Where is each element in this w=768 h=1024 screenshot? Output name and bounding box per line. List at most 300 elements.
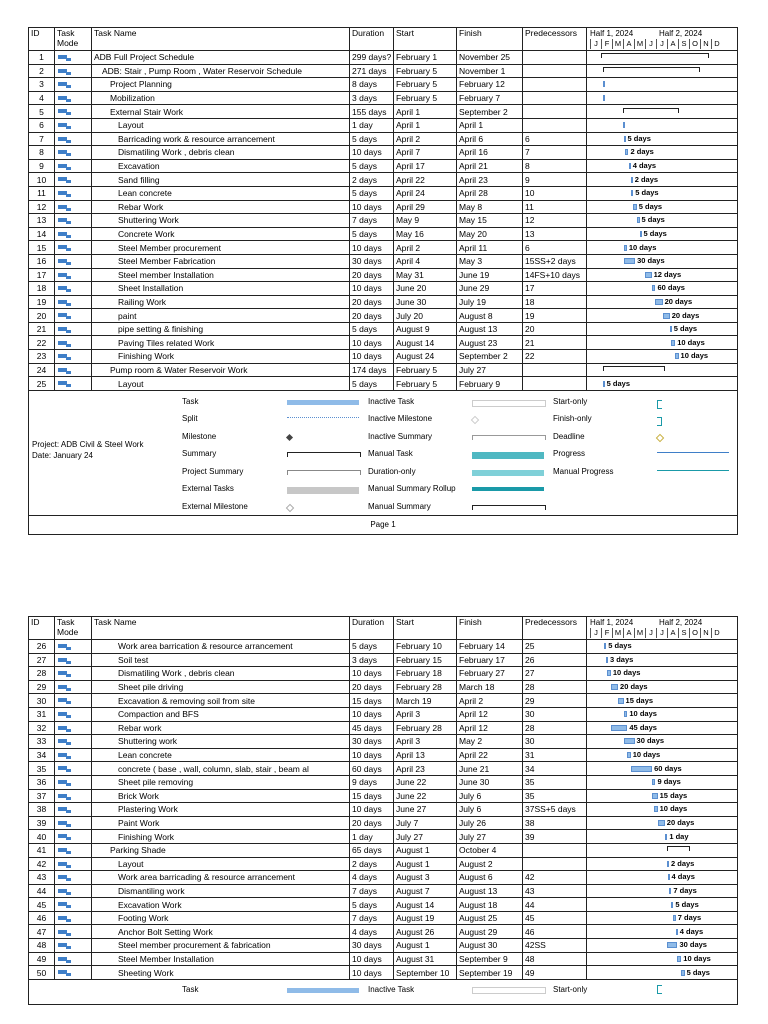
auto-schedule-icon [58,697,72,705]
auto-schedule-icon [58,969,72,977]
table-row[interactable] [29,309,738,323]
task-mode [55,78,92,92]
gantt-bar-label: 9 days [657,777,681,787]
task-id: 12 [29,200,55,214]
gantt-task-bar[interactable] [611,725,628,731]
task-predecessors: 30 [523,735,587,749]
table-row[interactable] [29,694,738,708]
task-finish: April 28 [457,186,523,200]
table-row[interactable] [29,871,738,885]
task-mode [55,295,92,309]
timeline-month: J [656,39,667,49]
gantt-cell [587,911,738,925]
task-finish: February 14 [457,640,523,654]
table-row[interactable] [29,748,738,762]
task-finish: April 23 [457,173,523,187]
table-row[interactable] [29,952,738,966]
task-id: 47 [29,925,55,939]
task-mode [55,322,92,336]
task-mode [55,939,92,953]
gantt-cell [587,336,738,350]
table-row[interactable] [29,775,738,789]
task-start: August 1 [394,939,457,953]
gantt-task-bar[interactable] [603,381,605,387]
auto-schedule-icon [58,367,72,375]
task-finish: August 6 [457,871,523,885]
table-row[interactable] [29,186,738,200]
task-id: 35 [29,762,55,776]
col-header-id: ID [29,617,55,640]
table-row[interactable] [29,680,738,694]
task-predecessors: 48 [523,952,587,966]
gantt-cell [587,721,738,735]
legend-symbol [472,505,546,510]
task-mode [55,640,92,654]
gantt-task-bar[interactable] [681,970,684,976]
gantt-bar-label: 10 days [677,337,705,347]
task-start: February 28 [394,721,457,735]
task-finish: July 6 [457,803,523,817]
gantt-task-bar[interactable] [652,285,656,291]
task-mode [55,816,92,830]
task-name: Lean concrete [92,748,350,762]
gantt-task-bar[interactable] [624,136,626,142]
gantt-task-bar[interactable] [655,299,662,305]
task-finish: August 23 [457,336,523,350]
gantt-task-bar[interactable] [627,752,630,758]
table-header-row [29,28,738,51]
gantt-task-bar[interactable] [633,204,636,210]
project-name: Project: ADB Civil & Steel Work [32,439,144,449]
gantt-task-bar[interactable] [677,956,681,962]
task-duration: 20 days [350,268,394,282]
gantt-cell [587,789,738,803]
gantt-task-bar[interactable] [668,874,670,880]
task-duration: 155 days [350,105,394,119]
table-row[interactable] [29,132,738,146]
task-id: 4 [29,91,55,105]
task-name: Layout [92,857,350,871]
task-duration: 2 days [350,857,394,871]
task-mode [55,159,92,173]
task-duration: 299 days? [350,51,394,65]
timeline-month: A [623,628,634,638]
legend-label: Manual Task [368,449,413,459]
task-mode [55,762,92,776]
timeline-month: O [689,628,700,638]
task-id: 39 [29,816,55,830]
task-start: August 19 [394,911,457,925]
task-start: February 5 [394,64,457,78]
task-finish: April 22 [457,748,523,762]
table-row[interactable] [29,857,738,871]
table-row[interactable] [29,911,738,925]
task-duration: 20 days [350,295,394,309]
auto-schedule-icon [58,231,72,239]
gantt-cell [587,966,738,980]
table-row[interactable] [29,336,738,350]
gantt-cell [587,350,738,364]
task-name: Railing Work [92,295,350,309]
auto-schedule-icon [58,190,72,198]
gantt-summary-bar[interactable] [667,846,690,851]
gantt-task-bar[interactable] [623,122,625,128]
table-row[interactable] [29,159,738,173]
task-name: Steel Member Fabrication [92,254,350,268]
auto-schedule-icon [58,901,72,909]
gantt-task-bar[interactable] [624,738,635,744]
task-predecessors: 31 [523,748,587,762]
gantt-task-bar[interactable] [658,820,665,826]
gantt-bar-label: 10 days [659,804,688,814]
timeline-months [587,628,737,638]
task-mode [55,871,92,885]
gantt-cell [587,105,738,119]
task-duration: 15 days [350,694,394,708]
task-id: 15 [29,241,55,255]
task-id: 37 [29,789,55,803]
task-finish: July 19 [457,295,523,309]
task-predecessors: 6 [523,241,587,255]
table-row[interactable] [29,816,738,830]
table-row[interactable] [29,377,738,391]
task-duration: 5 days [350,186,394,200]
task-start: August 7 [394,884,457,898]
gantt-task-bar[interactable] [671,902,673,908]
table-row[interactable] [29,898,738,912]
task-duration: 30 days [350,939,394,953]
task-name: ADB Full Project Schedule [92,51,350,65]
task-name: Work area barrication & resource arrancement [92,640,350,654]
gantt-bar-label: 2 days [671,858,695,868]
table-row[interactable] [29,925,738,939]
legend-symbol [656,434,664,442]
task-duration: 60 days [350,762,394,776]
task-mode [55,241,92,255]
gantt-task-bar[interactable] [667,861,669,867]
table-row[interactable] [29,667,738,681]
task-finish: June 19 [457,268,523,282]
task-predecessors [523,51,587,65]
timeline-month: A [667,39,678,49]
task-name: Excavation & removing soil from site [92,694,350,708]
task-mode [55,898,92,912]
table-header-row [29,617,738,640]
col-header-finish: Finish [457,28,523,51]
auto-schedule-icon [58,752,72,760]
gantt-task-bar[interactable] [607,670,611,676]
gantt-bar-label: 5 days [641,215,665,225]
gantt-task-bar[interactable] [640,231,642,237]
timeline-month: N [700,39,711,49]
task-predecessors: 8 [523,159,587,173]
task-mode [55,146,92,160]
gantt-task-bar[interactable] [604,643,606,649]
gantt-cell [587,173,738,187]
table-row[interactable] [29,363,738,377]
table-row[interactable] [29,939,738,953]
table-row[interactable] [29,707,738,721]
legend-label: Inactive Task [368,396,415,406]
legend-symbol [472,452,544,459]
gantt-cell [587,214,738,228]
task-name: Sheeting Work [92,966,350,980]
task-predecessors [523,363,587,377]
table-row[interactable] [29,803,738,817]
task-start: April 4 [394,254,457,268]
gantt-task-bar[interactable] [629,163,631,169]
gantt-task-bar[interactable] [645,272,652,278]
table-row[interactable] [29,173,738,187]
gantt-task-bar[interactable] [652,779,655,785]
legend-symbol [472,435,546,440]
gantt-bar-label: 5 days [606,378,630,388]
gantt-task-bar[interactable] [606,657,608,663]
legend-symbol [287,487,359,494]
legend-symbol [472,470,544,476]
table-row[interactable] [29,735,738,749]
auto-schedule-icon [58,340,72,348]
task-start: April 29 [394,200,457,214]
auto-schedule-icon [58,861,72,869]
task-id: 18 [29,282,55,296]
task-predecessors: 38 [523,816,587,830]
gantt-task-bar[interactable] [676,929,678,935]
task-name: Layout [92,377,350,391]
legend-label: Deadline [553,431,585,441]
project-date: Date: January 24 [32,450,93,460]
task-start: April 1 [394,105,457,119]
task-start: April 3 [394,707,457,721]
gantt-task-bar[interactable] [671,340,675,346]
auto-schedule-icon [58,258,72,266]
gantt-task-bar[interactable] [673,915,676,921]
gantt-task-bar[interactable] [625,149,628,155]
table-row[interactable] [29,350,738,364]
table-row[interactable] [29,884,738,898]
task-duration: 5 days [350,132,394,146]
gantt-cell [587,227,738,241]
task-id: 36 [29,775,55,789]
auto-schedule-icon [58,95,72,103]
gantt-bar-label: 10 days [632,750,661,760]
table-row[interactable] [29,105,738,119]
gantt-cell [587,884,738,898]
gantt-summary-bar[interactable] [623,108,679,113]
timeline-month: D [711,628,722,638]
task-finish: February 7 [457,91,523,105]
task-mode [55,214,92,228]
auto-schedule-icon [58,793,72,801]
col-header-name: Task Name [92,617,350,640]
gantt-summary-bar[interactable] [601,53,709,58]
task-start: February 5 [394,377,457,391]
legend-page-2 [28,980,738,1005]
table-row[interactable] [29,653,738,667]
task-name: pipe setting & finishing [92,322,350,336]
task-start: April 13 [394,748,457,762]
task-mode [55,707,92,721]
table-row[interactable] [29,254,738,268]
gantt-cell [587,653,738,667]
task-name: Finishing Work [92,830,350,844]
gantt-task-bar[interactable] [618,698,624,704]
table-row[interactable] [29,268,738,282]
task-finish: November 25 [457,51,523,65]
gantt-bar-label: 15 days [625,695,654,705]
table-row[interactable] [29,227,738,241]
gantt-task-bar[interactable] [624,245,627,251]
task-start: August 14 [394,336,457,350]
task-predecessors: 19 [523,309,587,323]
table-row[interactable] [29,241,738,255]
gantt-cell [587,775,738,789]
gantt-task-bar[interactable] [665,834,667,840]
table-row[interactable] [29,200,738,214]
table-row[interactable] [29,214,738,228]
legend-symbol [286,434,293,441]
gantt-task-bar[interactable] [631,190,633,196]
table-row[interactable] [29,322,738,336]
gantt-task-bar[interactable] [667,942,677,948]
auto-schedule-icon [58,149,72,157]
task-duration: 5 days [350,227,394,241]
gantt-cell [587,132,738,146]
auto-schedule-icon [58,122,72,130]
task-mode [55,105,92,119]
schedule-page-1 [28,27,738,535]
legend-label: Inactive Milestone [368,414,433,424]
table-row[interactable] [29,64,738,78]
table-row[interactable] [29,721,738,735]
table-row[interactable] [29,966,738,980]
auto-schedule-icon [58,738,72,746]
task-name: Brick Work [92,789,350,803]
task-id: 21 [29,322,55,336]
gantt-task-bar[interactable] [663,313,670,319]
gantt-task-bar[interactable] [631,177,633,183]
table-row[interactable] [29,295,738,309]
legend-symbol [657,400,662,409]
auto-schedule-icon [58,108,72,116]
task-duration: 10 days [350,200,394,214]
task-rows-page-1 [29,51,738,391]
task-mode [55,925,92,939]
gantt-bar-label: 20 days [664,296,693,306]
task-name: Layout [92,118,350,132]
gantt-task-bar[interactable] [675,353,678,359]
legend-label: Split [182,414,198,424]
task-predecessors: 20 [523,322,587,336]
gantt-cell [587,51,738,65]
table-row[interactable] [29,118,738,132]
task-mode [55,350,92,364]
auto-schedule-icon [58,657,72,665]
gantt-task-bar[interactable] [624,258,635,264]
auto-schedule-icon [58,163,72,171]
task-duration: 7 days [350,911,394,925]
gantt-task-bar[interactable] [624,711,628,717]
gantt-cell [587,118,738,132]
gantt-task-bar[interactable] [669,888,671,894]
task-predecessors: 45 [523,911,587,925]
col-header-id: ID [29,28,55,51]
task-finish: August 2 [457,857,523,871]
task-name: ADB: Stair , Pump Room , Water Reservoir Schedule [92,64,350,78]
task-predecessors [523,105,587,119]
table-row[interactable] [29,51,738,65]
table-row[interactable] [29,830,738,844]
table-row[interactable] [29,146,738,160]
table-row[interactable] [29,789,738,803]
task-mode [55,173,92,187]
gantt-task-bar[interactable] [603,81,606,87]
task-start: June 20 [394,282,457,296]
timeline-month: S [678,39,689,49]
gantt-cell [587,707,738,721]
task-duration: 10 days [350,282,394,296]
task-duration: 45 days [350,721,394,735]
task-duration: 5 days [350,159,394,173]
legend-label: External Milestone [182,501,248,511]
task-name: Dismantiling work [92,884,350,898]
task-start: April 7 [394,146,457,160]
table-row[interactable] [29,843,738,857]
auto-schedule-icon [58,942,72,950]
gantt-task-bar[interactable] [654,806,657,812]
task-duration: 10 days [350,707,394,721]
gantt-task-bar[interactable] [637,217,640,223]
legend-symbol [657,470,729,471]
task-predecessors: 6 [523,132,587,146]
col-header-predecessors: Predecessors [523,28,587,51]
table-row[interactable] [29,640,738,654]
gantt-summary-bar[interactable] [603,366,666,371]
task-predecessors: 42SS [523,939,587,953]
legend-label: External Tasks [182,484,234,494]
gantt-summary-bar[interactable] [603,67,700,72]
task-name: Sheet pile driving [92,680,350,694]
table-row[interactable] [29,78,738,92]
gantt-task-bar[interactable] [611,684,618,690]
auto-schedule-icon [58,353,72,361]
table-row[interactable] [29,282,738,296]
task-id: 26 [29,640,55,654]
task-start: February 18 [394,667,457,681]
gantt-cell [587,830,738,844]
task-start: June 27 [394,803,457,817]
gantt-cell [587,735,738,749]
task-predecessors [523,857,587,871]
gantt-cell [587,816,738,830]
task-predecessors [523,64,587,78]
timeline-month: S [678,628,689,638]
table-row[interactable] [29,762,738,776]
task-finish: August 30 [457,939,523,953]
gantt-task-bar[interactable] [670,326,672,332]
gantt-task-bar[interactable] [603,95,605,101]
legend-symbol [657,452,729,453]
task-mode [55,336,92,350]
table-row[interactable] [29,91,738,105]
gantt-task-bar[interactable] [652,793,658,799]
gantt-task-bar[interactable] [631,766,652,772]
auto-schedule-icon [58,380,72,388]
task-id: 45 [29,898,55,912]
legend-inactive-task: Inactive Task [368,984,415,994]
task-start: September 10 [394,966,457,980]
task-name: Plastering Work [92,803,350,817]
